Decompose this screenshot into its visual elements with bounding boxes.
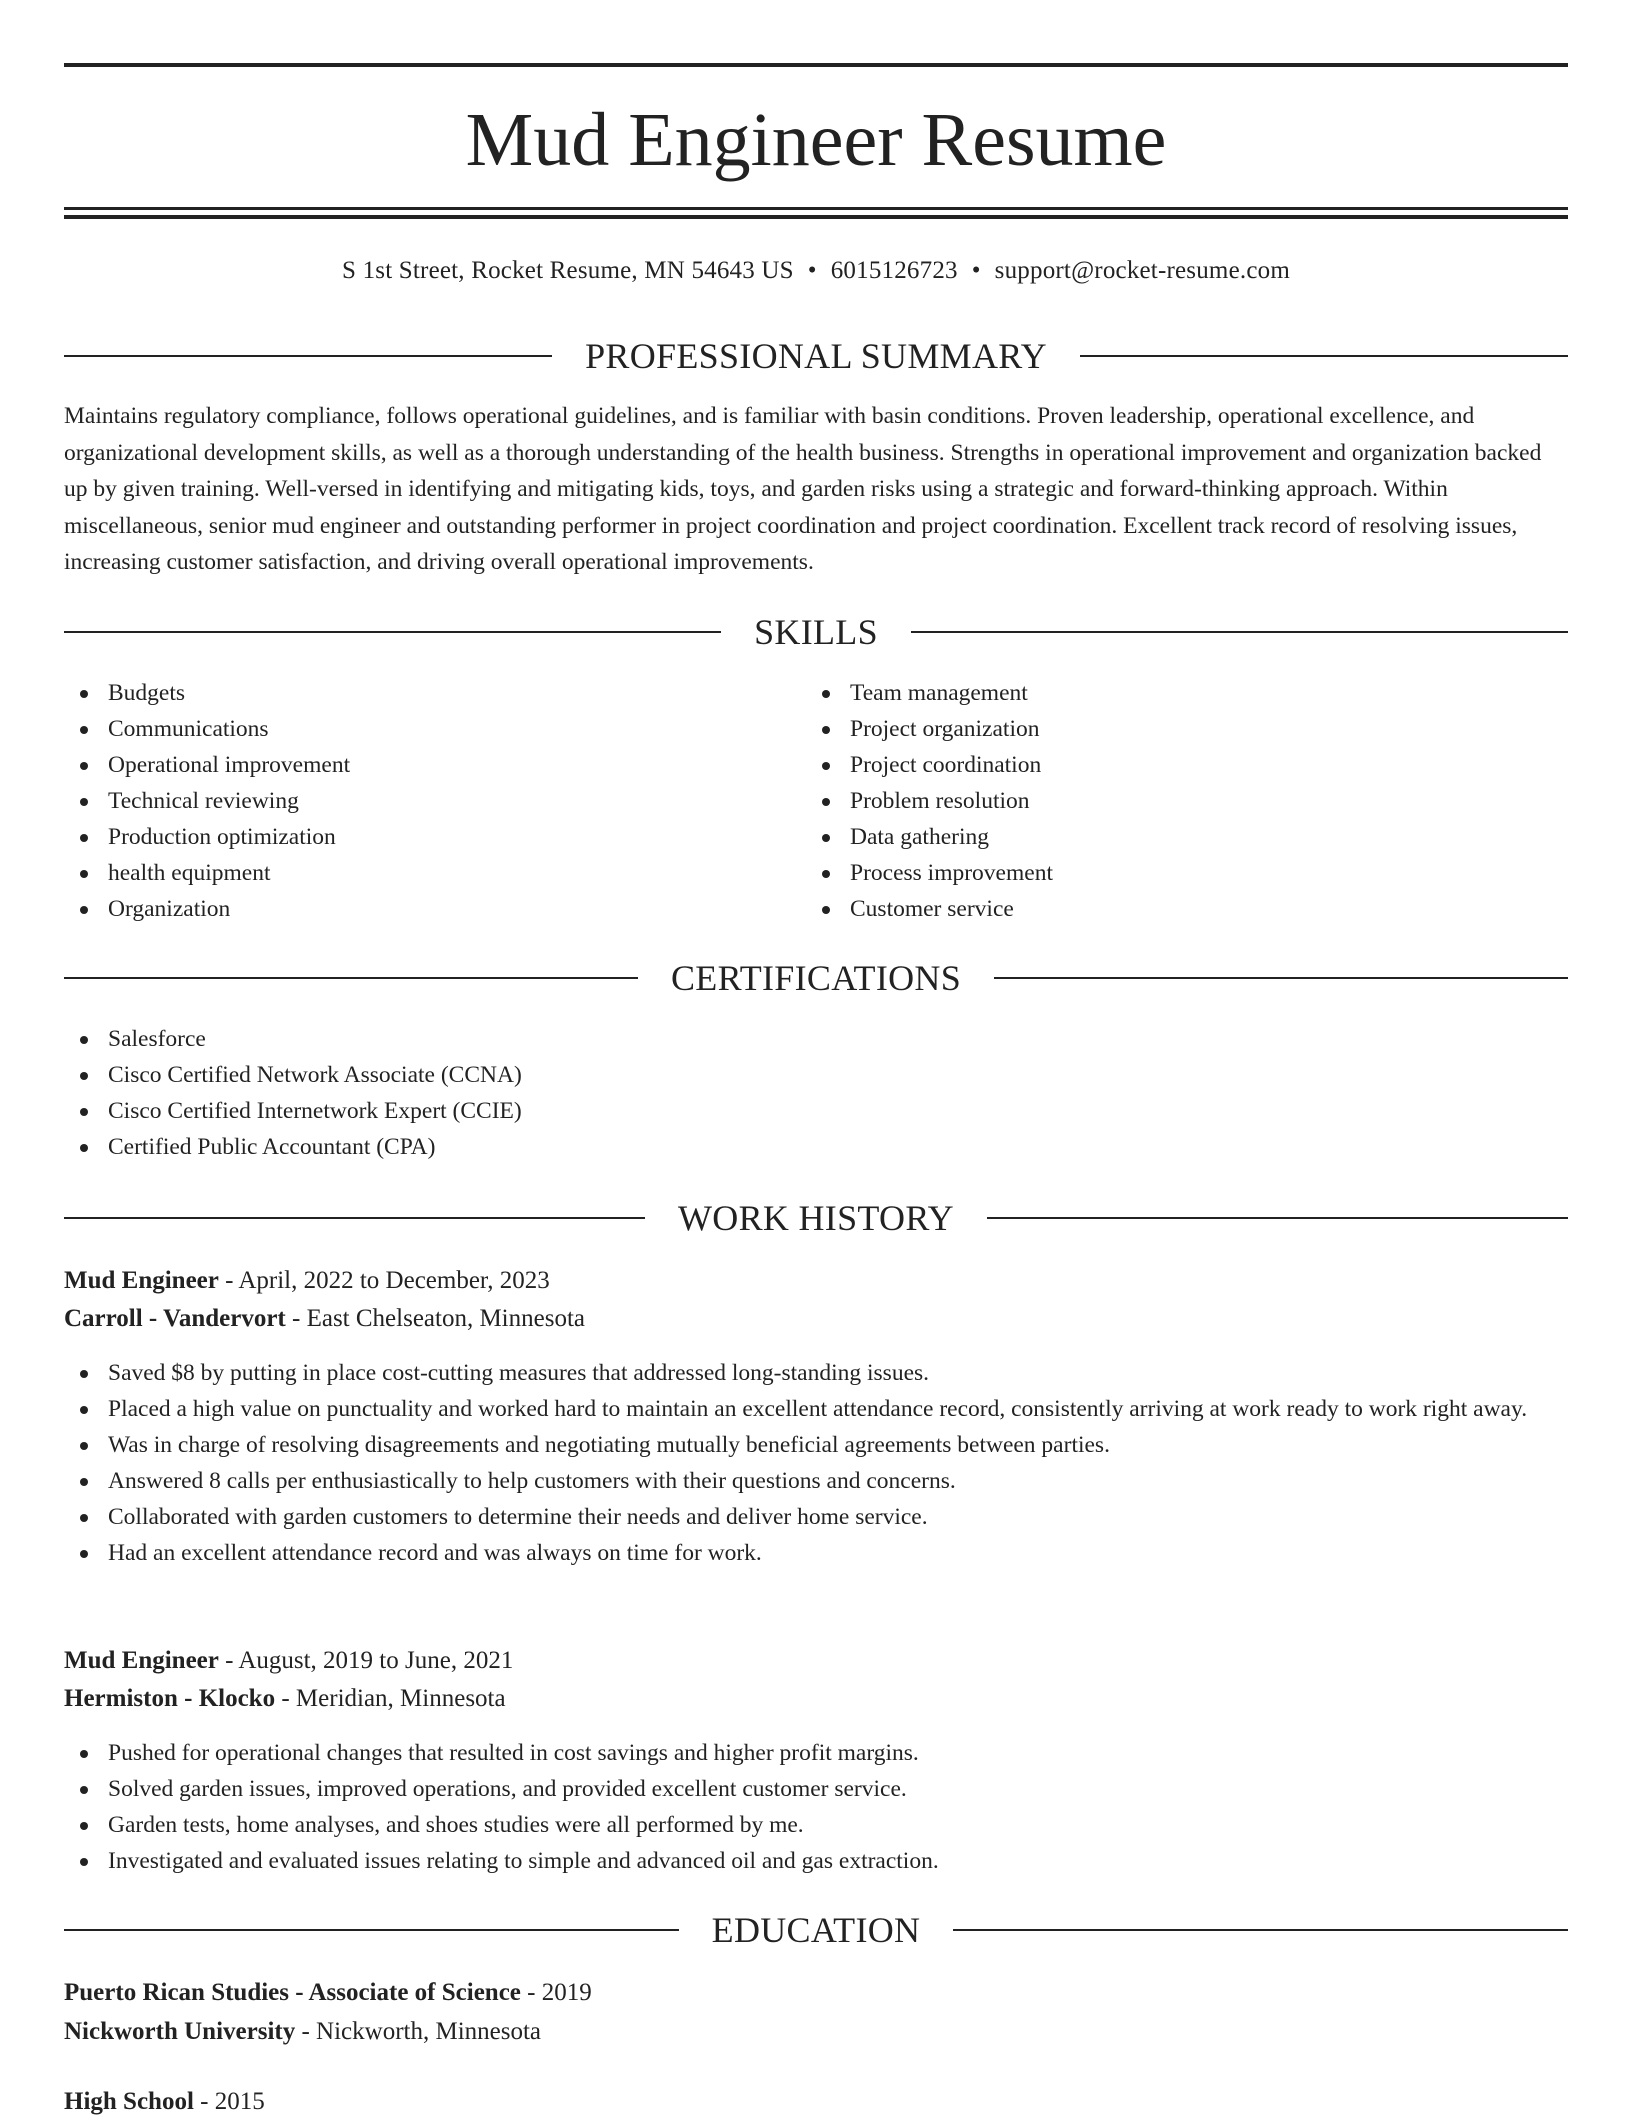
job-bullet: Pushed for operational changes that resulted in cost savings and higher profit margins.	[64, 1735, 1568, 1771]
job-bullet: Answered 8 calls per enthusiastically to help customers with their questions and concerns.	[64, 1463, 1568, 1499]
job-bullet: Had an excellent attendance record and was always on time for work.	[64, 1535, 1568, 1571]
section-title: EDUCATION	[711, 1910, 921, 1950]
skill-item: Team management	[806, 675, 1506, 711]
heading-rule	[953, 1929, 1568, 1931]
heading-rule	[987, 1217, 1568, 1219]
education-location: - Nickworth, Minnesota	[295, 2018, 542, 2045]
education-school: Nickworth University	[64, 2018, 296, 2045]
heading-rule	[911, 631, 1568, 633]
skill-item: Project coordination	[806, 747, 1506, 783]
heading-rule	[64, 631, 721, 633]
education-heading	[64, 1908, 1568, 1952]
job-bullet: Placed a high value on punctuality and worked hard to maintain an excellent attendance record, consistently arriving at work ready to work right away.	[64, 1391, 1568, 1427]
job-dates: - August, 2019 to June, 2021	[218, 1647, 514, 1674]
certification-item: Cisco Certified Internetwork Expert (CCIE)	[64, 1093, 1568, 1129]
skills-list-right	[806, 675, 1506, 927]
page-title: Mud Engineer Resume	[465, 98, 1167, 182]
job-company-line	[64, 1680, 1568, 1718]
contact-address: S 1st Street, Rocket Resume, MN 54643 US	[342, 257, 794, 284]
job-company: Carroll - Vandervort	[64, 1305, 286, 1332]
job-bullet: Solved garden issues, improved operations, and provided excellent customer service.	[64, 1771, 1568, 1807]
section-title: SKILLS	[754, 612, 878, 652]
job-bullet: Was in charge of resolving disagreements and negotiating mutually beneficial agreements between parties.	[64, 1427, 1568, 1463]
job-bullets	[64, 1735, 1568, 1879]
section-title: PROFESSIONAL SUMMARY	[585, 336, 1047, 376]
skill-item: health equipment	[64, 855, 764, 891]
education-degree-line	[64, 2083, 1568, 2121]
job-location: - East Chelseaton, Minnesota	[285, 1305, 585, 1332]
section-title: WORK HISTORY	[678, 1198, 954, 1238]
job-bullets	[64, 1355, 1568, 1571]
heading-rule	[64, 977, 638, 979]
certification-item: Cisco Certified Network Associate (CCNA)	[64, 1057, 1568, 1093]
heading-rule	[994, 977, 1568, 979]
job-title: Mud Engineer	[64, 1647, 219, 1674]
certifications-list	[64, 1021, 1568, 1165]
skill-item: Communications	[64, 711, 764, 747]
skill-item: Data gathering	[806, 819, 1506, 855]
contact-line	[64, 254, 1568, 288]
education-degree-line	[64, 1974, 1568, 2012]
skill-item: Process improvement	[806, 855, 1506, 891]
work-history-heading	[64, 1196, 1568, 1240]
job-dates: - April, 2022 to December, 2023	[218, 1267, 550, 1294]
contact-separator: •	[971, 257, 981, 284]
skill-item: Operational improvement	[64, 747, 764, 783]
summary-text: Maintains regulatory compliance, follows operational guidelines, and is familiar with basin conditions. Proven leadership, operational excellence, and organizational development skills, as well as a thorough understanding of the health business. Strengths in operational improvement and organization backed up by given training. Well-versed in identifying and mitigating kids, toys, and garden risks using a strategic and forward-thinking approach. Within miscellaneous, senior mud engineer and outstanding performer in project coordination and project coordination. Excellent track record of resolving issues, increasing customer satisfaction, and driving overall operational improvements.	[64, 403, 1542, 575]
certification-item: Certified Public Accountant (CPA)	[64, 1129, 1568, 1165]
skill-item: Organization	[64, 891, 764, 927]
certifications-heading	[64, 956, 1568, 1000]
skill-item: Production optimization	[64, 819, 764, 855]
contact-phone: 6015126723	[830, 257, 958, 284]
skills-heading	[64, 610, 1568, 654]
skill-item: Budgets	[64, 675, 764, 711]
education-year: - 2015	[193, 2088, 265, 2115]
skill-item: Customer service	[806, 891, 1506, 927]
heading-rule	[64, 1217, 645, 1219]
skill-item: Technical reviewing	[64, 783, 764, 819]
top-rule	[64, 63, 1568, 67]
contact-email: support@rocket-resume.com	[994, 257, 1290, 284]
education-degree: High School	[64, 2088, 194, 2115]
education-school-line	[64, 2013, 1568, 2051]
job-title-line	[64, 1642, 1568, 1680]
education-degree: Puerto Rican Studies - Associate of Science	[64, 1979, 521, 2006]
education-year: - 2019	[520, 1979, 592, 2006]
job-title-line	[64, 1262, 1568, 1300]
title-rule-lower	[64, 215, 1568, 219]
title-rule-upper	[64, 207, 1568, 210]
job-bullet: Garden tests, home analyses, and shoes studies were all performed by me.	[64, 1807, 1568, 1843]
job-location: - Meridian, Minnesota	[275, 1685, 506, 1712]
skills-list-left	[64, 675, 764, 927]
job-title: Mud Engineer	[64, 1267, 219, 1294]
job-company: Hermiston - Klocko	[64, 1685, 276, 1712]
heading-rule	[64, 1929, 679, 1931]
skill-item: Project organization	[806, 711, 1506, 747]
job-company-line	[64, 1300, 1568, 1338]
certification-item: Salesforce	[64, 1021, 1568, 1057]
skill-item: Problem resolution	[806, 783, 1506, 819]
heading-rule	[64, 355, 552, 357]
contact-separator: •	[807, 257, 817, 284]
job-bullet: Collaborated with garden customers to determine their needs and deliver home service.	[64, 1499, 1568, 1535]
job-bullet: Saved $8 by putting in place cost-cutting measures that addressed long-standing issues.	[64, 1355, 1568, 1391]
heading-rule	[1080, 355, 1568, 357]
section-title: CERTIFICATIONS	[670, 958, 962, 998]
summary-heading	[64, 334, 1568, 378]
job-bullet: Investigated and evaluated issues relating to simple and advanced oil and gas extraction.	[64, 1843, 1568, 1879]
